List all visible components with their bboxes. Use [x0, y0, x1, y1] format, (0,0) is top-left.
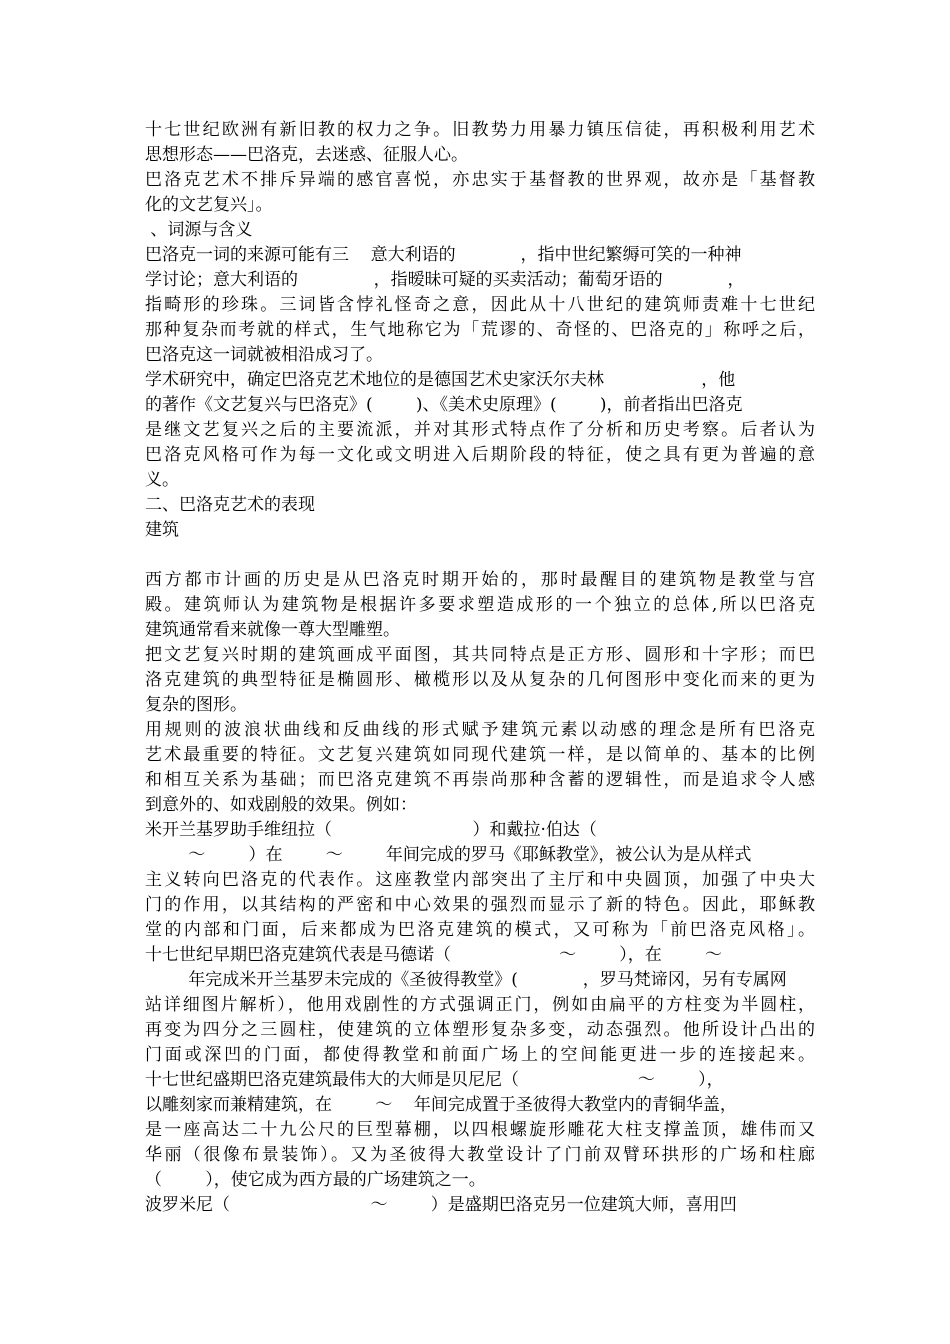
text-line: 巴洛克这一词就被相沿成习了。 [145, 345, 383, 365]
text-line: 化的文艺复兴」。 [145, 195, 273, 215]
text-line: 复杂的图形。 [145, 695, 247, 715]
text-line: ～ ）在 ～ 年间完成的罗马《耶稣教堂》，被公认为是从样式 [145, 845, 752, 865]
text-line: 十七世纪早期巴洛克建筑代表是马德诺（ ～ ），在 ～ [145, 945, 723, 965]
text-line: 年完成米开兰基罗未完成的《圣彼得教堂》( ，罗马梵谛冈，另有专属网 [145, 970, 787, 990]
text-line: 是一座高达二十九公尺的巨型幕棚，以四根螺旋形雕花大柱支撑盖顶，雄伟而又 [145, 1120, 815, 1140]
text-line: 堂的内部和门面，后来都成为巴洛克建筑的模式，又可称为「前巴洛克风格」。 [145, 920, 815, 940]
text-line: 二、巴洛克艺术的表现 [145, 495, 315, 515]
text-line: 的著作《文艺复兴与巴洛克》( )、《美术史原理》( )，前者指出巴洛克 [145, 395, 743, 415]
text-line: 到意外的、如戏剧般的效果。例如： [145, 795, 417, 815]
text-line: 学术研究中，确定巴洛克艺术地位的是德国艺术史家沃尔夫林 ，他 [145, 370, 736, 390]
text-line: 波罗米尼（ ～ ）是盛期巴洛克另一位建筑大师，喜用凹 [145, 1195, 737, 1215]
text-line: 殿。建筑师认为建筑物是根据许多要求塑造成形的一个独立的总体,所以巴洛克 [145, 595, 815, 615]
text-line: 思想形态——巴洛克，去迷惑、征服人心。 [145, 145, 468, 165]
text-line: 以雕刻家而兼精建筑，在 ～ 年间完成置于圣彼得大教堂内的青铜华盖， [145, 1095, 737, 1115]
text-line: 巴洛克一词的来源可能有三 意大利语的 ，指中世纪繁缛可笑的一种神 [145, 245, 742, 265]
text-line: 门面或深凹的门面，都使得教堂和前面广场上的空间能更进一步的连接起来。 [145, 1045, 815, 1065]
text-line: 西方都市计画的历史是从巴洛克时期开始的，那时最醒目的建筑物是教堂与宫 [145, 570, 815, 590]
text-line: 巴洛克艺术不排斥异端的感官喜悦，亦忠实于基督教的世界观，故亦是「基督教 [145, 170, 815, 190]
text-line: 十七世纪盛期巴洛克建筑最伟大的大师是贝尼尼（ ～ ）， [145, 1070, 724, 1090]
text-line: 义。 [145, 470, 179, 490]
text-line: 、词源与含义 [145, 220, 253, 240]
text-line: 艺术最重要的特征。文艺复兴建筑如同现代建筑一样，是以简单的、基本的比例 [145, 745, 815, 765]
text-line: 把文艺复兴时期的建筑画成平面图，其共同特点是正方形、圆形和十字形；而巴 [145, 645, 815, 665]
text-line: 是继文艺复兴之后的主要流派，并对其形式特点作了分析和历史考察。后者认为 [145, 420, 815, 440]
text-line: 再变为四分之三圆柱，使建筑的立体塑形复杂多变，动态强烈。他所设计凸出的 [145, 1020, 815, 1040]
text-line: 门的作用，以其结构的严密和中心效果的强烈而显示了新的特色。因此，耶稣教 [145, 895, 815, 915]
text-line: 建筑 [145, 520, 179, 540]
text-line: 学讨论；意大利语的 ，指暧昧可疑的买卖活动；葡萄牙语的 ， [145, 270, 745, 290]
text-line: 华丽（很像布景装饰）。又为圣彼得大教堂设计了门前双臂环拱形的广场和柱廊 [145, 1145, 815, 1165]
text-line: 站详细图片解析），他用戏剧性的方式强调正门，例如由扁平的方柱变为半圆柱， [145, 995, 815, 1015]
text-line: 那种复杂而考就的样式，生气地称它为「荒谬的、奇怪的、巴洛克的」称呼之后， [145, 320, 815, 340]
document-body [145, 118, 815, 1218]
text-line: 十七世纪欧洲有新旧教的权力之争。旧教势力用暴力镇压信徒，再积极利用艺术 [145, 120, 815, 140]
blank-line [145, 543, 815, 568]
text-line: 用规则的波浪状曲线和反曲线的形式赋予建筑元素以动感的理念是所有巴洛克 [145, 720, 815, 740]
text-line: 洛克建筑的典型特征是椭圆形、橄榄形以及从复杂的几何图形中变化而来的更为 [145, 670, 815, 690]
text-line: 和相互关系为基础；而巴洛克建筑不再崇尚那种含蓄的逻辑性，而是追求令人感 [145, 770, 815, 790]
text-line: 米开兰基罗助手维纽拉（ ）和戴拉·伯达（ [145, 820, 597, 840]
text-line: （ ），使它成为西方最的广场建筑之一。 [145, 1170, 486, 1190]
text-line: 巴洛克风格可作为每一文化或文明进入后期阶段的特征，使之具有更为普遍的意 [145, 445, 815, 465]
text-line: 建筑通常看来就像一尊大型雕塑。 [145, 620, 400, 640]
text-line: 指畸形的珍珠。三词皆含悖礼怪奇之意，因此从十八世纪的建筑师责难十七世纪 [145, 295, 815, 315]
text-line: 主义转向巴洛克的代表作。这座教堂内部突出了主厅和中央圆顶，加强了中央大 [145, 870, 815, 890]
